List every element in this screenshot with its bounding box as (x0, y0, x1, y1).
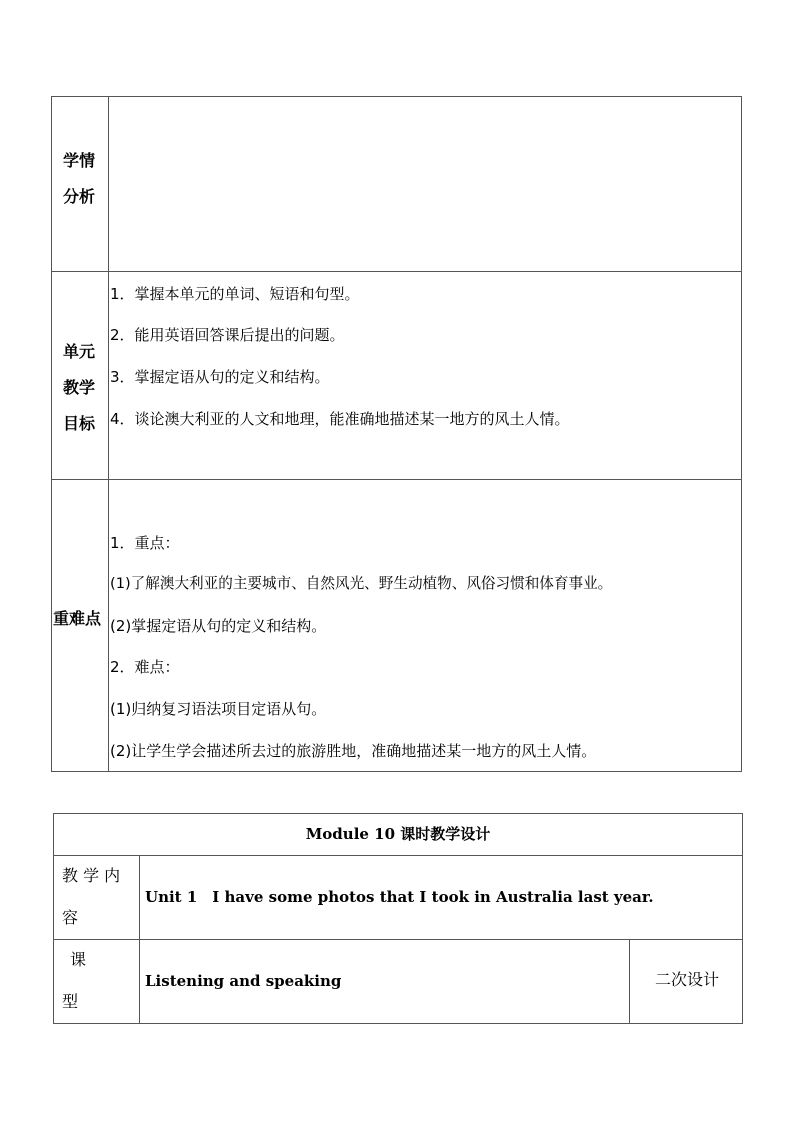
lesson-design-table (53, 813, 743, 1024)
table2-second-design-divider (629, 939, 630, 1024)
lesson-type-label-line1: 课 (70, 950, 87, 969)
goal-item: 3．掌握定语从句的定义和结构。 (110, 368, 330, 386)
table1-row-divider-2 (51, 479, 742, 480)
teaching-content-label-line2: 容 (62, 908, 79, 927)
second-design-label: 二次设计 (655, 970, 720, 989)
student-analysis-label-line1: 学情 (63, 151, 96, 170)
goal-item: 4．谈论澳大利亚的人文和地理，能准确地描述某一地方的风土人情。 (110, 410, 570, 428)
key-point-item: 1．重点： (110, 534, 180, 552)
lesson-type-label-line2: 型 (62, 992, 79, 1011)
student-analysis-label-line2: 分析 (63, 187, 96, 206)
unit-goals-label-line1: 单元 (63, 342, 96, 361)
table2-row-divider-2 (53, 939, 743, 940)
key-point-item: (1)归纳复习语法项目定语从句。 (110, 700, 327, 718)
table1-row-divider-1 (51, 271, 742, 272)
key-difficult-points-label: 重难点 (53, 609, 102, 628)
table2-row-divider-1 (53, 855, 743, 856)
unit-goals-label-line2: 教学 (63, 378, 96, 397)
lesson-design-title: Module 10 课时教学设计 (305, 825, 491, 843)
table1-column-divider (108, 96, 109, 772)
student-analysis-content (110, 98, 740, 270)
goal-item: 2．能用英语回答课后提出的问题。 (110, 326, 345, 344)
key-point-item: (2)让学生学会描述所去过的旅游胜地，准确地描述某一地方的风土人情。 (110, 742, 597, 760)
key-point-item: (2)掌握定语从句的定义和结构。 (110, 617, 327, 635)
teaching-content-value: Unit 1 I have some photos that I took in Australia last year. (145, 888, 654, 906)
goal-item: 1．掌握本单元的单词、短语和句型。 (110, 285, 360, 303)
key-point-item: 2．难点： (110, 658, 180, 676)
teaching-content-label-line1: 教 学 内 (62, 866, 121, 885)
key-point-item: (1)了解澳大利亚的主要城市、自然风光、野生动植物、风俗习惯和体育事业。 (110, 575, 613, 592)
unit-goals-label-line3: 目标 (63, 414, 96, 433)
table2-column-divider (139, 855, 140, 1024)
lesson-type-value: Listening and speaking (145, 972, 342, 990)
